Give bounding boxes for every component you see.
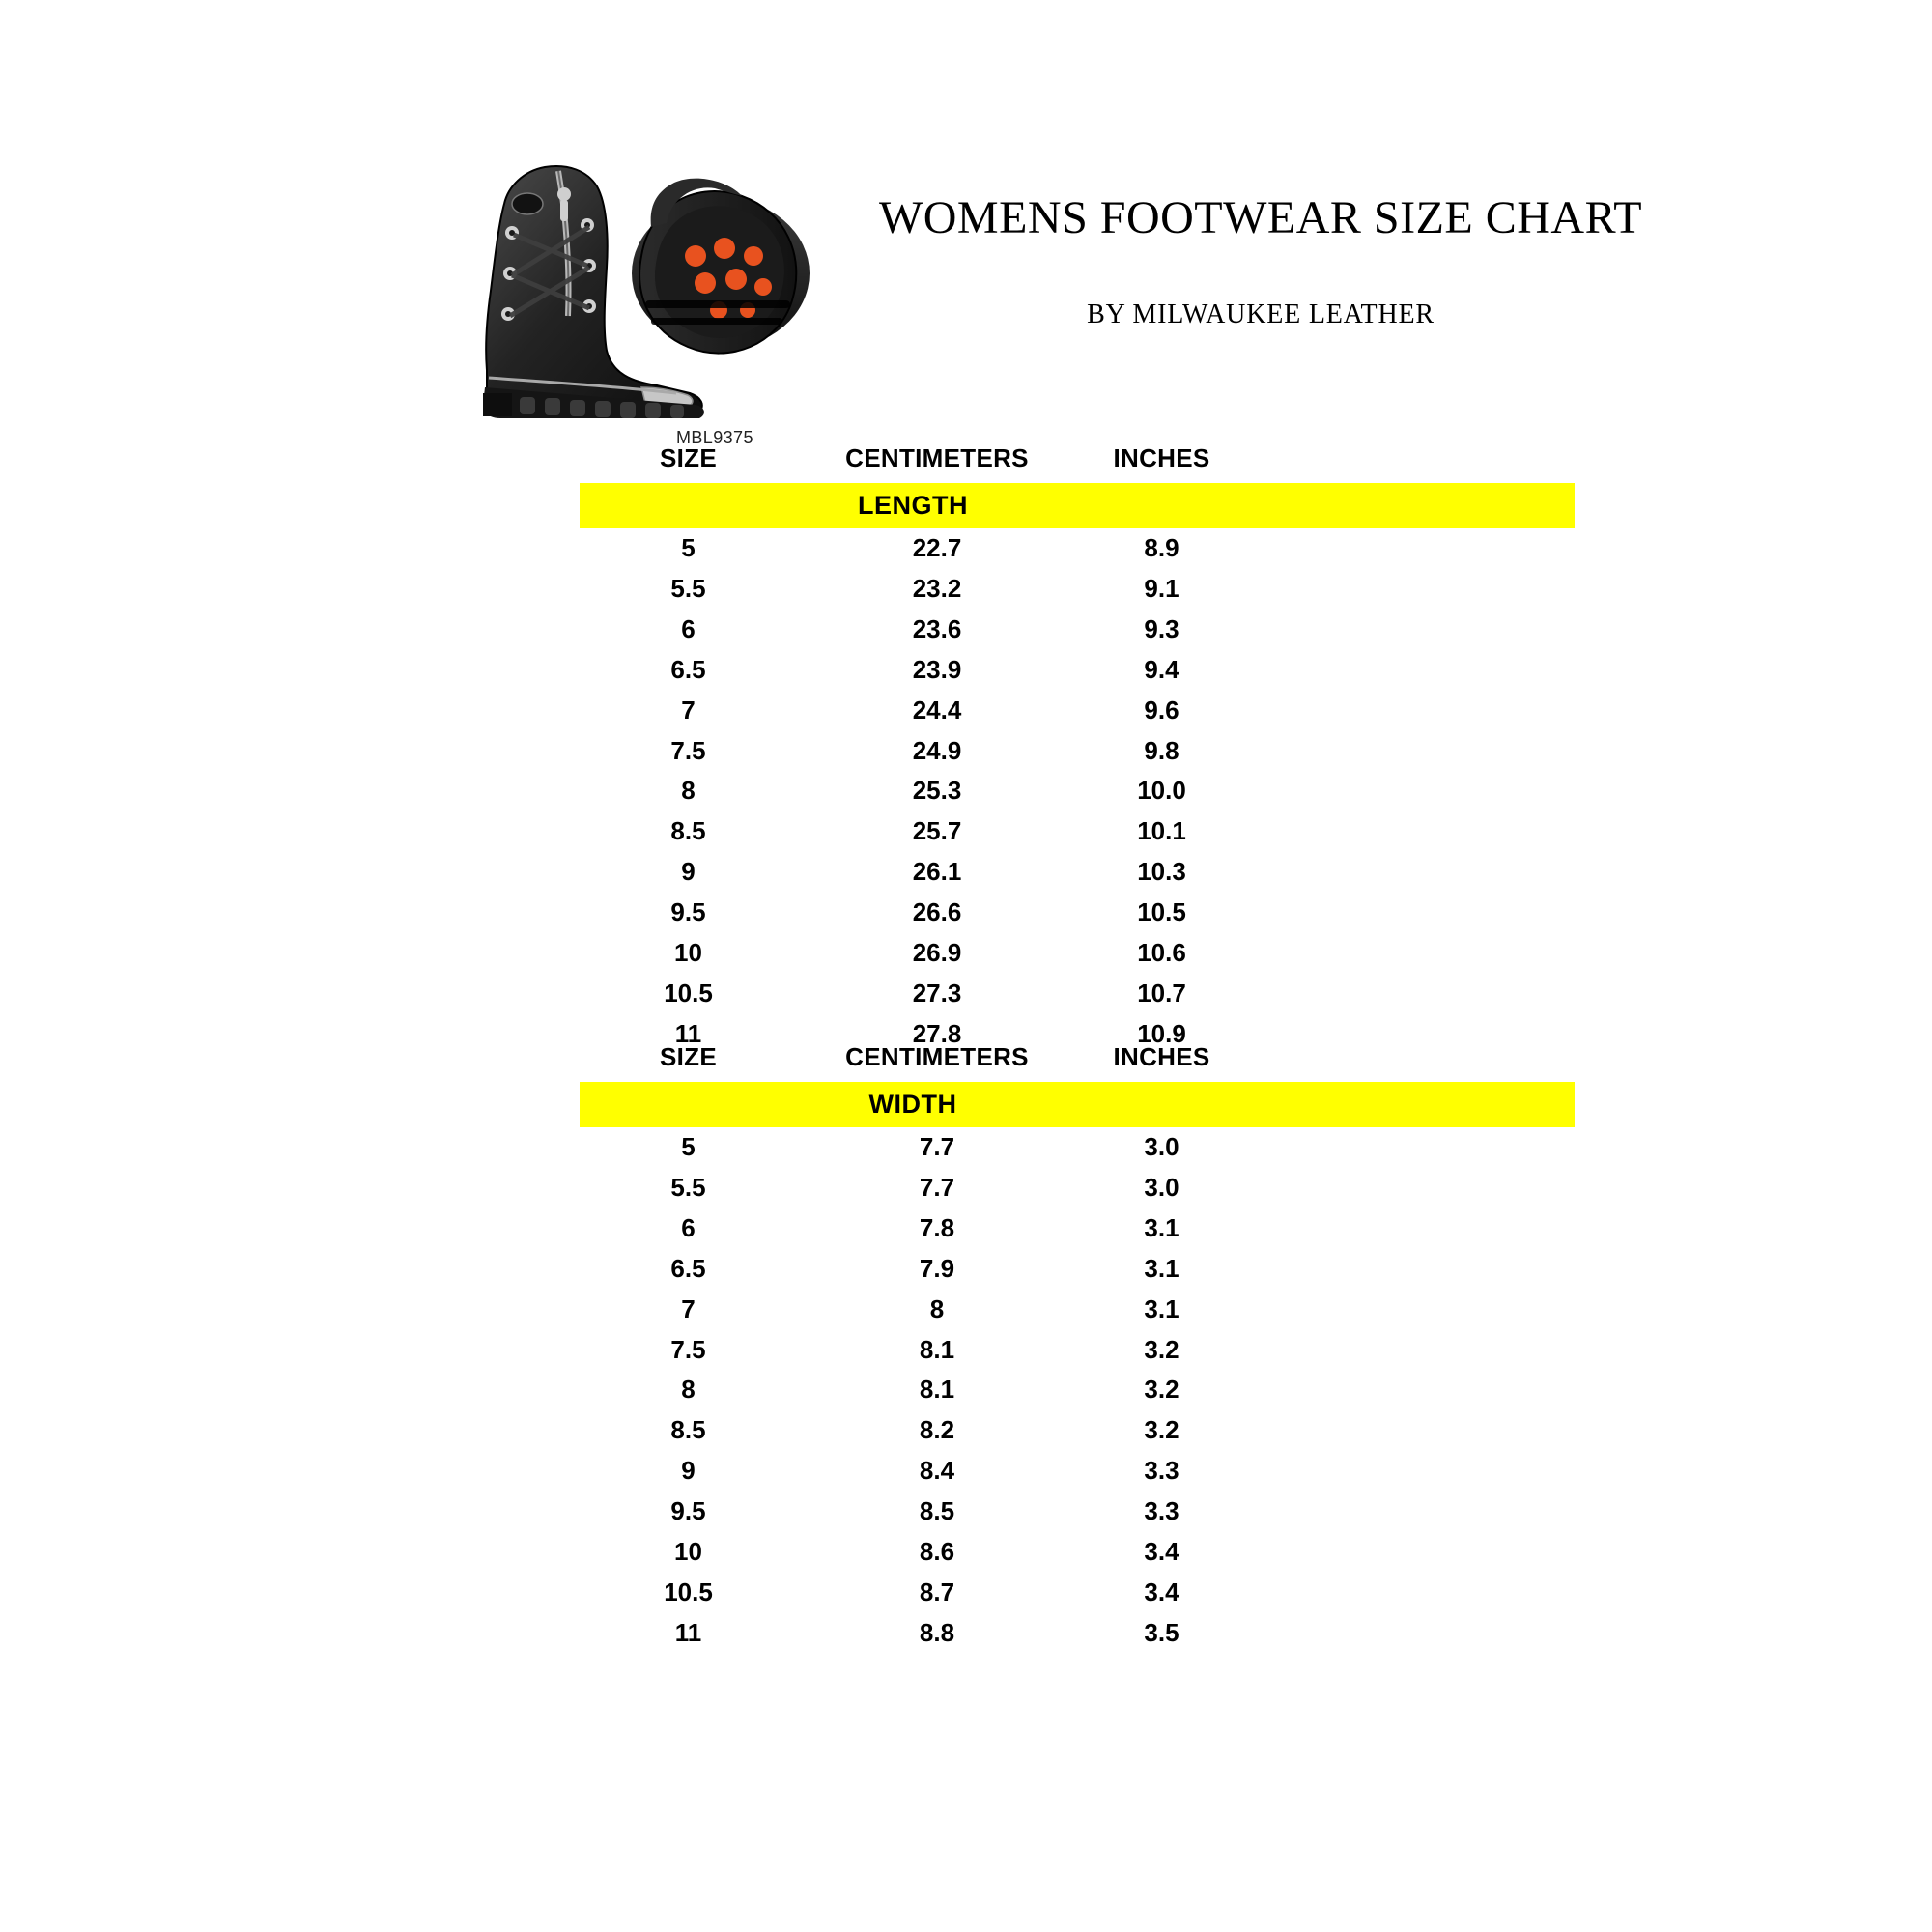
cell-size: 6.5 [670,1253,706,1283]
table-row [580,893,1575,933]
table-row [580,1451,1575,1492]
cell-in: 10.7 [1137,978,1186,1008]
table-row [580,1330,1575,1371]
table-row [580,1370,1575,1410]
cell-size: 9.5 [670,1496,706,1526]
table-row [580,610,1575,650]
cell-cm: 25.3 [912,776,962,806]
cell-spacer [1246,1370,1575,1410]
cell-size: 9 [681,1456,696,1486]
table-row [580,771,1575,811]
cell-in: 10.3 [1137,857,1186,887]
cell-size: 5 [681,533,696,563]
cell-size: 7.5 [670,1334,706,1364]
cell-spacer [1246,974,1575,1014]
cell-in: 3.1 [1144,1293,1179,1323]
cell-in: 9.8 [1144,735,1179,765]
cell-in: 3.5 [1144,1617,1179,1647]
cell-spacer [1246,1573,1575,1613]
cell-cm: 22.7 [912,533,962,563]
cell-size: 6 [681,613,696,643]
cell-spacer [1246,1290,1575,1330]
cell-size: 7 [681,1293,696,1323]
cell-spacer [1246,650,1575,691]
column-header-centimeters: CENTIMETERS [845,1042,1029,1071]
table-row [580,528,1575,569]
width-size-table [580,1038,1575,1654]
cell-size: 7.5 [670,735,706,765]
cell-cm: 8.2 [919,1415,955,1445]
cell-spacer [1246,1492,1575,1532]
cell-spacer [1246,1208,1575,1249]
cell-size: 7 [681,695,696,724]
cell-size: 8 [681,1375,696,1405]
cell-size: 9 [681,857,696,887]
length-table-block [580,440,1575,1055]
cell-spacer [1246,1330,1575,1371]
section-band-length [580,483,1575,528]
cell-spacer [1246,771,1575,811]
cell-size: 10.5 [664,1577,713,1606]
cell-in: 3.0 [1144,1132,1179,1162]
section-band-width [580,1082,1575,1127]
cell-size: 8.5 [670,1415,706,1445]
page-title: WOMENS FOOTWEAR SIZE CHART [878,192,1643,243]
cell-cm: 8.6 [919,1536,955,1566]
cell-in: 8.9 [1144,533,1179,563]
cell-cm: 25.7 [912,816,962,846]
cell-size: 5.5 [670,1172,706,1202]
product-code: MBL9375 [676,428,753,447]
cell-spacer [1246,1532,1575,1573]
band-cell [580,1082,1575,1127]
cell-cm: 7.8 [919,1212,955,1242]
cell-in: 3.3 [1144,1456,1179,1486]
table-row [580,691,1575,731]
cell-cm: 24.9 [912,735,962,765]
cell-in: 3.1 [1144,1253,1179,1283]
cell-in: 10.9 [1137,1018,1186,1048]
cell-size: 8 [681,776,696,806]
page-subtitle: BY MILWAUKEE LEATHER [1087,299,1435,329]
cell-in: 10.5 [1137,897,1186,927]
cell-cm: 7.7 [919,1172,955,1202]
table-row [580,852,1575,893]
cell-cm: 23.9 [912,654,962,684]
cell-spacer [1246,610,1575,650]
cell-cm: 23.6 [912,613,962,643]
band-cell [580,483,1575,528]
cell-spacer [1246,1127,1575,1168]
cell-spacer [1246,731,1575,772]
cell-cm: 8.7 [919,1577,955,1606]
column-header-spacer [1246,440,1575,483]
length-size-table [580,440,1575,1055]
table-row [580,933,1575,974]
table-row [580,1208,1575,1249]
cell-in: 9.3 [1144,613,1179,643]
cell-size: 10 [674,1536,702,1566]
cell-in: 3.0 [1144,1172,1179,1202]
table-row [580,731,1575,772]
column-header-inches: INCHES [1113,1042,1210,1071]
table-row [580,650,1575,691]
cell-in: 3.3 [1144,1496,1179,1526]
table-header-row [580,440,1575,483]
table-row [580,1613,1575,1654]
cell-in: 3.2 [1144,1375,1179,1405]
column-header-size: SIZE [660,1042,717,1071]
cell-spacer [1246,893,1575,933]
cell-spacer [1246,933,1575,974]
column-header-spacer [1246,1038,1575,1082]
cell-cm: 8.1 [919,1334,955,1364]
cell-size: 10.5 [664,978,713,1008]
cell-in: 3.4 [1144,1536,1179,1566]
cell-cm: 8.1 [919,1375,955,1405]
cell-in: 9.6 [1144,695,1179,724]
cell-spacer [1246,1168,1575,1208]
cell-size: 11 [674,1018,702,1048]
cell-cm: 8.4 [919,1456,955,1486]
cell-in: 3.2 [1144,1415,1179,1445]
cell-in: 10.1 [1137,816,1186,846]
cell-cm: 8.8 [919,1617,955,1647]
cell-cm: 26.1 [912,857,962,887]
cell-size: 10 [674,937,702,967]
cell-spacer [1246,1451,1575,1492]
cell-cm: 26.9 [912,937,962,967]
cell-spacer [1246,1410,1575,1451]
cell-in: 3.1 [1144,1212,1179,1242]
table-row [580,1127,1575,1168]
cell-cm: 26.6 [912,897,962,927]
boot-photo [452,111,858,430]
cell-in: 9.4 [1144,654,1179,684]
column-header-centimeters: CENTIMETERS [845,443,1029,472]
cell-spacer [1246,811,1575,852]
table-row [580,1410,1575,1451]
band-label-length: LENGTH [858,491,968,520]
cell-cm: 27.8 [912,1018,962,1048]
cell-spacer [1246,1249,1575,1290]
cell-cm: 8 [929,1293,945,1323]
cell-size: 5 [681,1132,696,1162]
boot-rear [632,179,810,354]
table-row [580,1573,1575,1613]
table-header-row [580,1038,1575,1082]
cell-size: 6.5 [670,654,706,684]
table-row [580,1249,1575,1290]
table-row [580,1532,1575,1573]
column-header-inches: INCHES [1113,443,1210,472]
cell-size: 6 [681,1212,696,1242]
band-label-width: WIDTH [868,1090,957,1119]
cell-in: 10.0 [1137,776,1186,806]
cell-in: 3.2 [1144,1334,1179,1364]
cell-size: 5.5 [670,573,706,603]
cell-size: 11 [674,1617,702,1647]
cell-cm: 27.3 [912,978,962,1008]
cell-cm: 7.9 [919,1253,955,1283]
width-table-block [580,1038,1575,1654]
cell-size: 9.5 [670,897,706,927]
table-row [580,811,1575,852]
cell-spacer [1246,1613,1575,1654]
cell-cm: 8.5 [919,1496,955,1526]
cell-cm: 23.2 [912,573,962,603]
cell-in: 9.1 [1144,573,1179,603]
document-header [0,0,1932,454]
cell-in: 3.4 [1144,1577,1179,1606]
cell-cm: 24.4 [912,695,962,724]
table-row [580,569,1575,610]
cell-in: 10.6 [1137,937,1186,967]
cell-spacer [1246,691,1575,731]
table-row [580,1290,1575,1330]
cell-spacer [1246,852,1575,893]
cell-spacer [1246,569,1575,610]
table-row [580,1168,1575,1208]
table-row [580,1492,1575,1532]
cell-cm: 7.7 [919,1132,955,1162]
cell-spacer [1246,528,1575,569]
table-row [580,974,1575,1014]
column-header-size: SIZE [660,443,717,472]
cell-size: 8.5 [670,816,706,846]
